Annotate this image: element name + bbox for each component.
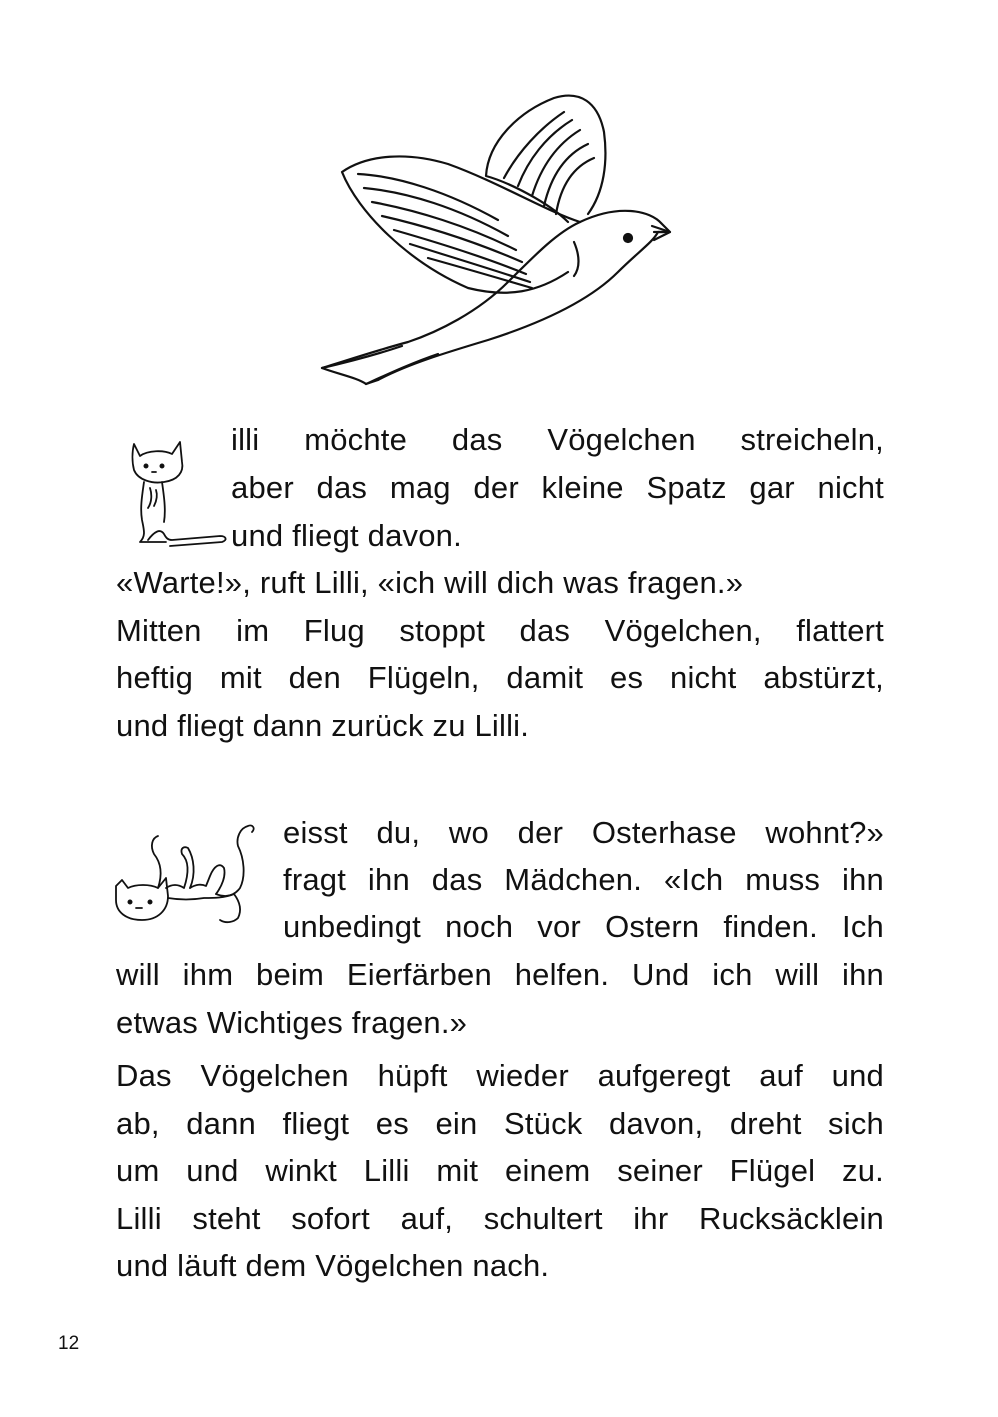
- text-line: fragt ihn das Mädchen. «Ich muss ihn: [283, 862, 884, 897]
- text-line: will ihm beim Eierfärben helfen. Und ich will ihn: [116, 957, 884, 992]
- text-line: aber das mag der kleine Spatz gar nicht: [231, 470, 884, 505]
- text-line: Lilli steht sofort auf, schultert ihr Rucksäcklein: [116, 1201, 884, 1236]
- cat-initial-w-icon: [110, 818, 268, 928]
- text-line: heftig mit den Flügeln, damit es nicht abstürzt,: [116, 660, 884, 695]
- text-line: und fliegt dann zurück zu Lilli.: [116, 708, 530, 743]
- text-line: «Warte!», ruft Lilli, «ich will dich was fragen.»: [116, 565, 744, 600]
- text-line: und fliegt davon.: [231, 518, 462, 553]
- text-line: etwas Wichtiges fragen.»: [116, 1005, 468, 1040]
- page-number: 12: [58, 1333, 80, 1354]
- text-line: eisst du, wo der Osterhase wohnt?»: [283, 815, 884, 850]
- text-line: unbedingt noch vor Ostern finden. Ich: [283, 909, 884, 944]
- text-line: und läuft dem Vögelchen nach.: [116, 1248, 550, 1283]
- text-line: Mitten im Flug stoppt das Vögelchen, flattert: [116, 613, 884, 648]
- sparrow-illustration: [318, 92, 674, 388]
- text-line: um und winkt Lilli mit einem seiner Flügel zu.: [116, 1153, 884, 1188]
- text-line: ab, dann fliegt es ein Stück davon, dreht sich: [116, 1106, 884, 1141]
- text-line: illi möchte das Vögelchen streicheln,: [231, 422, 884, 457]
- cat-initial-l-icon: [124, 436, 230, 548]
- text-line: Das Vögelchen hüpft wieder aufgeregt auf und: [116, 1058, 884, 1093]
